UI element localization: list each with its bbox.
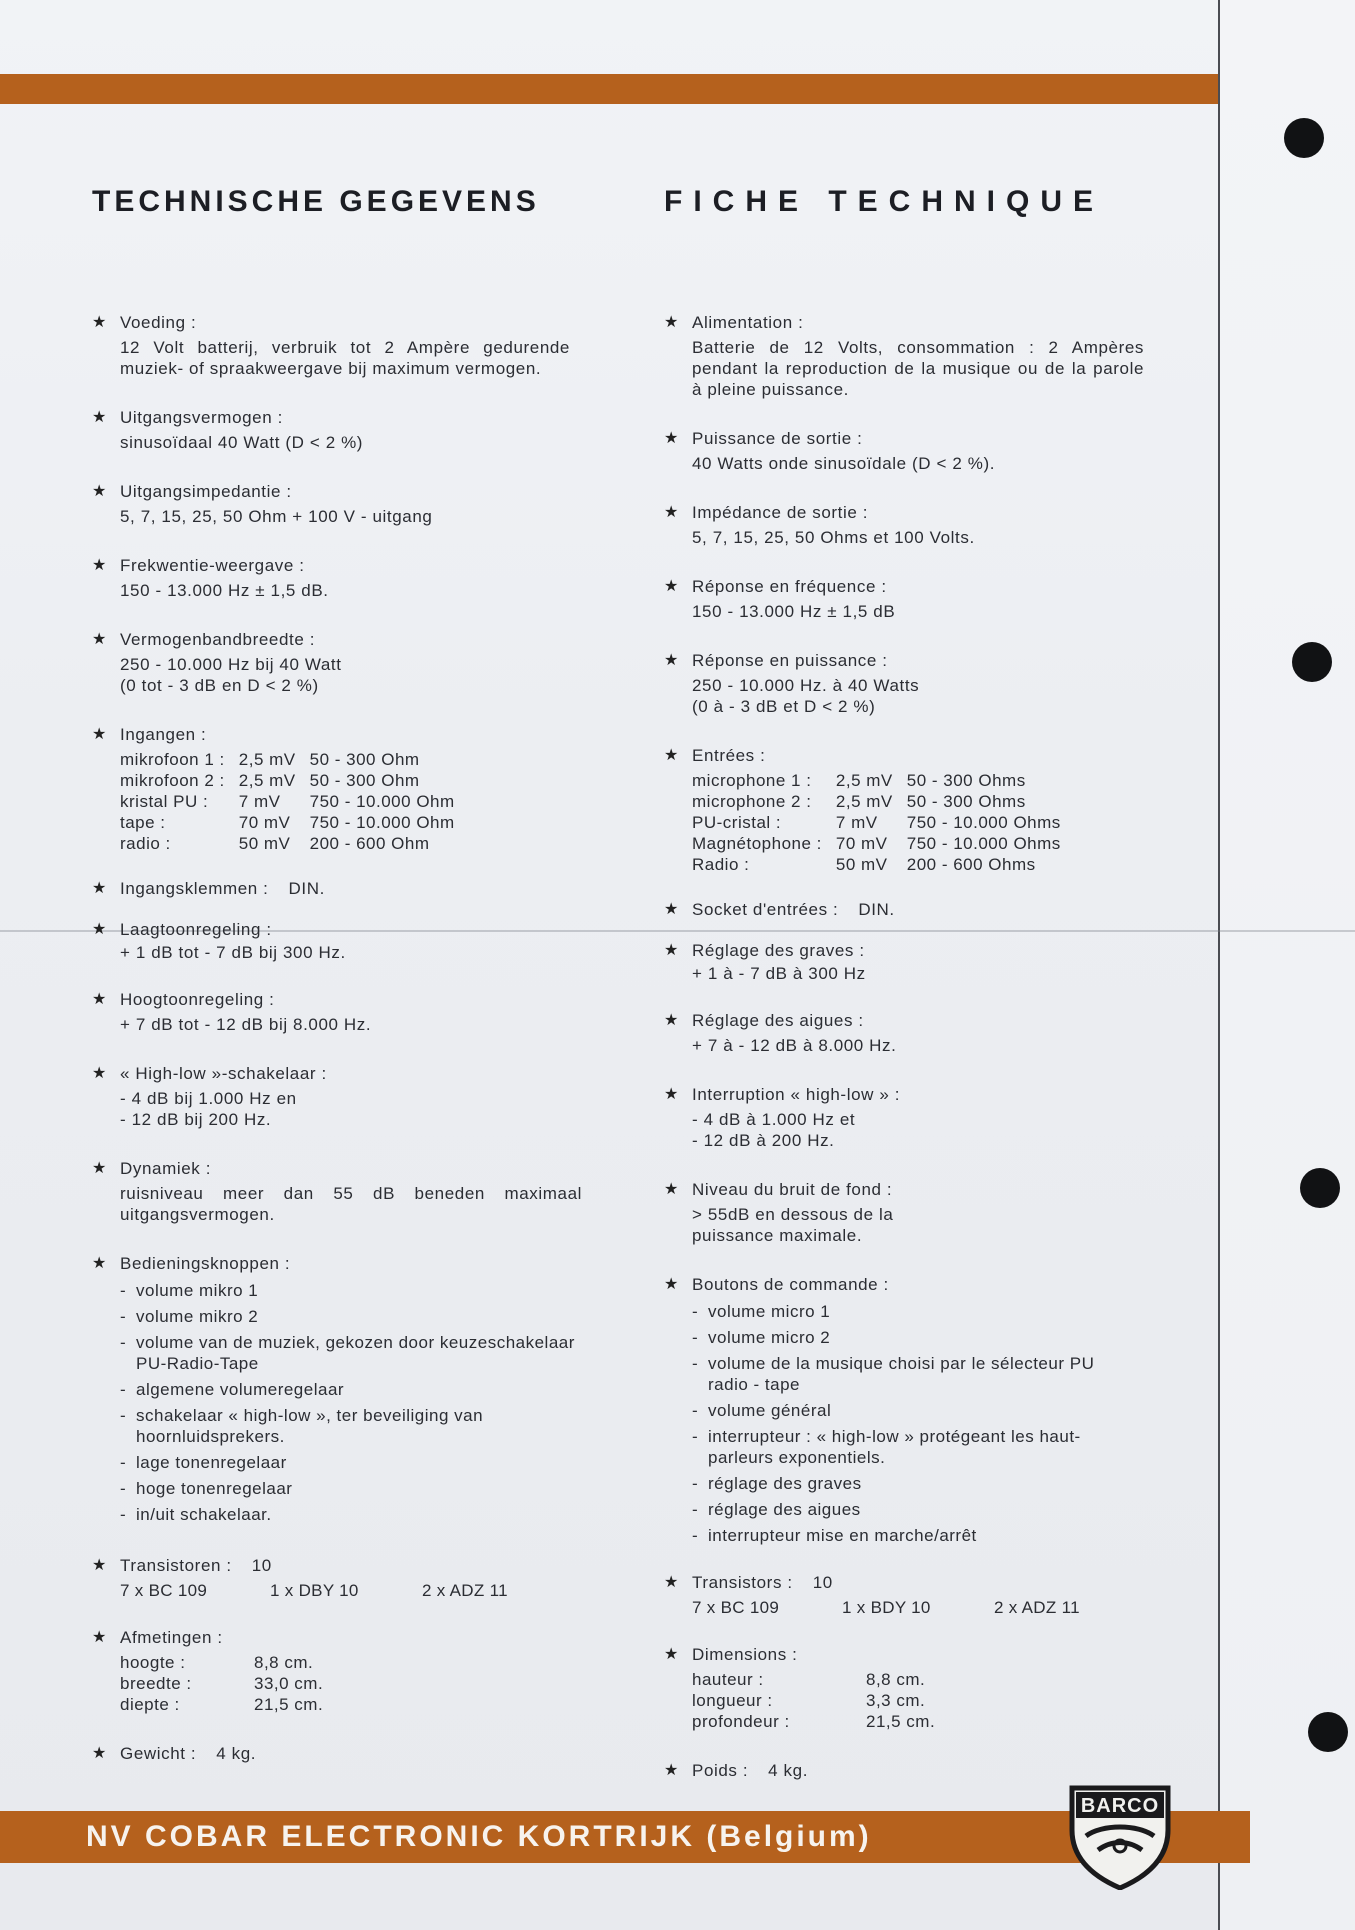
spec-text: > 55dB en dessous de la xyxy=(692,1205,894,1224)
star-icon: ★ xyxy=(664,1646,679,1663)
spec-text: + 1 à - 7 dB à 300 Hz xyxy=(692,964,866,983)
star-icon: ★ xyxy=(92,1557,107,1574)
table-row: microphone 2 : 2,5 mV 50 - 300 Ohms xyxy=(692,792,1026,811)
spec-text: sinusoïdaal 40 Watt (D < 2 %) xyxy=(120,433,364,452)
spec-label: Gewicht : xyxy=(120,1744,197,1763)
spec-label: Uitgangsimpedantie : xyxy=(120,482,292,501)
spec-alimentation xyxy=(664,312,1158,400)
spec-uitgangsvermogen xyxy=(92,407,592,453)
star-icon: ★ xyxy=(92,726,107,743)
list-item: - volume micro 1 xyxy=(692,1301,1112,1322)
table-row: microphone 1 : 2,5 mV 50 - 300 Ohms xyxy=(692,771,1026,790)
star-icon: ★ xyxy=(664,578,679,595)
spec-poids xyxy=(664,1760,1158,1781)
table-row: Magnétophone : 70 mV 750 - 10.000 Ohms xyxy=(692,834,1061,853)
list-item: - réglage des aigues xyxy=(692,1499,1112,1520)
french-column xyxy=(664,312,1158,1805)
spec-label: Laagtoonregeling : xyxy=(120,920,272,939)
star-icon: ★ xyxy=(92,991,107,1008)
table-row: mikrofoon 1 : 2,5 mV 50 - 300 Ohm xyxy=(120,750,420,769)
star-icon: ★ xyxy=(664,1181,679,1198)
spec-value: 10 xyxy=(812,1573,833,1592)
spec-label: Frekwentie-weergave : xyxy=(120,556,305,575)
spec-hoogtoon xyxy=(92,989,592,1035)
spec-text: - 12 dB bij 200 Hz. xyxy=(120,1110,272,1129)
list-item: - volume général xyxy=(692,1400,1112,1421)
spec-text: ruisniveau meer dan 55 dB beneden maximaal uitgangsvermogen. xyxy=(120,1184,582,1224)
spec-text: - 4 dB bij 1.000 Hz en xyxy=(120,1089,297,1108)
spec-text: 150 - 13.000 Hz ± 1,5 dB. xyxy=(120,581,329,600)
list-item: - lage tonenregelaar xyxy=(120,1452,580,1473)
spec-label: « High-low »-schakelaar : xyxy=(120,1064,327,1083)
spec-label: Bedieningsknoppen : xyxy=(120,1254,291,1273)
spec-label: Boutons de commande : xyxy=(692,1275,889,1294)
header-band xyxy=(0,74,1218,104)
spec-label: Impédance de sortie : xyxy=(692,503,869,522)
punch-hole-icon xyxy=(1308,1712,1348,1752)
star-icon: ★ xyxy=(92,557,107,574)
spec-label: Hoogtoonregeling : xyxy=(120,990,275,1009)
transistor-list: 7 x BC 109 1 x DBY 10 2 x ADZ 11 xyxy=(120,1581,508,1600)
spec-ingangen xyxy=(92,724,592,854)
spec-text: 250 - 10.000 Hz bij 40 Watt xyxy=(120,655,342,674)
spec-text: 150 - 13.000 Hz ± 1,5 dB xyxy=(692,602,896,621)
heading-dutch: TECHNISCHE GEGEVENS xyxy=(92,185,540,218)
spec-text: 250 - 10.000 Hz. à 40 Watts xyxy=(692,676,920,695)
table-row: radio : 50 mV 200 - 600 Ohm xyxy=(120,834,430,853)
star-icon: ★ xyxy=(664,652,679,669)
spec-label: Afmetingen : xyxy=(120,1628,223,1647)
spec-label: Ingangen : xyxy=(120,725,207,744)
list-item: - volume micro 2 xyxy=(692,1327,1112,1348)
transistor-list: 7 x BC 109 1 x BDY 10 2 x ADZ 11 xyxy=(692,1598,1080,1617)
punch-hole-icon xyxy=(1300,1168,1340,1208)
controls-list xyxy=(120,1280,580,1525)
spec-boutons xyxy=(664,1274,1158,1546)
spec-transistoren xyxy=(92,1555,592,1601)
barco-logo-icon xyxy=(1068,1784,1172,1890)
spec-laagtoon xyxy=(92,919,592,963)
star-icon: ★ xyxy=(664,1574,679,1591)
spec-bruit xyxy=(664,1179,1158,1246)
star-icon: ★ xyxy=(664,1762,679,1779)
punch-hole-icon xyxy=(1284,118,1324,158)
spec-label: Poids : xyxy=(692,1761,749,1780)
spec-text: + 7 à - 12 dB à 8.000 Hz. xyxy=(692,1036,897,1055)
star-icon: ★ xyxy=(92,1160,107,1177)
spec-value: DIN. xyxy=(858,900,895,919)
spec-text: + 1 dB tot - 7 dB bij 300 Hz. xyxy=(120,943,346,962)
spec-text: puissance maximale. xyxy=(692,1226,863,1245)
table-row: tape : 70 mV 750 - 10.000 Ohm xyxy=(120,813,455,832)
logo-text: BARCO xyxy=(1080,1795,1160,1817)
spec-label: Vermogenbandbreedte : xyxy=(120,630,316,649)
list-item: - interrupteur : « high-low » protégeant les haut-parleurs exponentiels. xyxy=(692,1426,1112,1468)
spec-label: Dimensions : xyxy=(692,1645,798,1664)
dutch-column xyxy=(92,312,592,1788)
star-icon: ★ xyxy=(664,901,679,918)
inputs-table xyxy=(120,749,469,854)
table-row: profondeur : 21,5 cm. xyxy=(692,1712,936,1731)
spec-frequence xyxy=(664,576,1158,622)
spec-entrees xyxy=(664,745,1158,875)
star-icon: ★ xyxy=(664,747,679,764)
spec-text: 40 Watts onde sinusoïdale (D < 2 %). xyxy=(692,454,996,473)
table-row: kristal PU : 7 mV 750 - 10.000 Ohm xyxy=(120,792,455,811)
company-name: NV COBAR ELECTRONIC KORTRIJK (Belgium) xyxy=(86,1820,872,1853)
spec-text: Batterie de 12 Volts, consommation : 2 Ampères pendant la reproduction de la musique ou de la parole à pleine puissance. xyxy=(692,338,1144,399)
star-icon: ★ xyxy=(664,942,679,959)
star-icon: ★ xyxy=(664,1012,679,1029)
spec-puissance xyxy=(664,428,1158,474)
dimensions-table xyxy=(120,1652,337,1715)
spec-dynamiek xyxy=(92,1158,592,1225)
spec-label: Uitgangsvermogen : xyxy=(120,408,283,427)
star-icon: ★ xyxy=(92,880,107,897)
spec-label: Dynamiek : xyxy=(120,1159,212,1178)
spec-label: Interruption « high-low » : xyxy=(692,1085,901,1104)
star-icon: ★ xyxy=(92,1629,107,1646)
spec-dimensions xyxy=(664,1644,1158,1732)
spec-transistors xyxy=(664,1572,1158,1618)
table-row: longueur : 3,3 cm. xyxy=(692,1691,926,1710)
list-item: - volume de la musique choisi par le sélecteur PU radio - tape xyxy=(692,1353,1112,1395)
spec-bedieningsknoppen xyxy=(92,1253,592,1525)
spec-frekwentie xyxy=(92,555,592,601)
list-item: - réglage des graves xyxy=(692,1473,1112,1494)
table-row: hauteur : 8,8 cm. xyxy=(692,1670,926,1689)
star-icon: ★ xyxy=(92,921,107,938)
spec-label: Réglage des aigues : xyxy=(692,1011,864,1030)
spec-label: Puissance de sortie : xyxy=(692,429,863,448)
spec-afmetingen xyxy=(92,1627,592,1715)
star-icon: ★ xyxy=(664,314,679,331)
table-row: Radio : 50 mV 200 - 600 Ohms xyxy=(692,855,1036,874)
star-icon: ★ xyxy=(664,1086,679,1103)
spec-graves xyxy=(664,940,1158,984)
heading-french: FICHE TECHNIQUE xyxy=(664,185,1105,218)
spec-impedance xyxy=(664,502,1158,548)
table-row: PU-cristal : 7 mV 750 - 10.000 Ohms xyxy=(692,813,1061,832)
spec-value: 4 kg. xyxy=(216,1744,257,1763)
table-row: breedte : 33,0 cm. xyxy=(120,1674,324,1693)
spec-value: DIN. xyxy=(288,879,325,898)
spec-text: (0 à - 3 dB et D < 2 %) xyxy=(692,697,876,716)
spec-label: Transistors : xyxy=(692,1573,793,1592)
star-icon: ★ xyxy=(92,1745,107,1762)
list-item: - interrupteur mise en marche/arrêt xyxy=(692,1525,1112,1546)
star-icon: ★ xyxy=(92,483,107,500)
star-icon: ★ xyxy=(92,314,107,331)
spec-text: 5, 7, 15, 25, 50 Ohm + 100 V - uitgang xyxy=(120,507,433,526)
star-icon: ★ xyxy=(664,504,679,521)
spec-label: Niveau du bruit de fond : xyxy=(692,1180,893,1199)
spec-text: - 4 dB à 1.000 Hz et xyxy=(692,1110,856,1129)
spec-value: 10 xyxy=(251,1556,272,1575)
punch-hole-icon xyxy=(1292,642,1332,682)
table-row: mikrofoon 2 : 2,5 mV 50 - 300 Ohm xyxy=(120,771,420,790)
spec-label: Transistoren : xyxy=(120,1556,232,1575)
spec-socket xyxy=(664,899,1158,920)
spec-vermogenbandbreedte xyxy=(92,629,592,696)
star-icon: ★ xyxy=(92,1255,107,1272)
spec-interruption xyxy=(664,1084,1158,1151)
spec-label: Voeding : xyxy=(120,313,197,332)
list-item: - volume mikro 1 xyxy=(120,1280,580,1301)
star-icon: ★ xyxy=(664,430,679,447)
star-icon: ★ xyxy=(92,409,107,426)
spec-reponse-puissance xyxy=(664,650,1158,717)
spec-voeding xyxy=(92,312,592,379)
spec-text: + 7 dB tot - 12 dB bij 8.000 Hz. xyxy=(120,1015,372,1034)
list-item: - schakelaar « high-low », ter beveiliging van hoornluidsprekers. xyxy=(120,1405,536,1447)
spec-uitgangsimpedantie xyxy=(92,481,592,527)
star-icon: ★ xyxy=(664,1276,679,1293)
spec-value: 4 kg. xyxy=(768,1761,809,1780)
spec-highlow xyxy=(92,1063,592,1130)
list-item: - volume van de muziek, gekozen door keuzeschakelaar PU-Radio-Tape xyxy=(120,1332,580,1374)
spec-text: - 12 dB à 200 Hz. xyxy=(692,1131,835,1150)
table-row: diepte : 21,5 cm. xyxy=(120,1695,324,1714)
list-item: - hoge tonenregelaar xyxy=(120,1478,580,1499)
dimensions-table xyxy=(692,1669,949,1732)
spec-label: Réponse en fréquence : xyxy=(692,577,887,596)
spec-label: Alimentation : xyxy=(692,313,804,332)
list-item: - volume mikro 2 xyxy=(120,1306,580,1327)
star-icon: ★ xyxy=(92,631,107,648)
controls-list xyxy=(692,1301,1112,1546)
spec-aigues xyxy=(664,1010,1158,1056)
spec-text: (0 tot - 3 dB en D < 2 %) xyxy=(120,676,319,695)
spec-gewicht xyxy=(92,1743,592,1764)
spec-label: Réglage des graves : xyxy=(692,941,865,960)
spec-label: Entrées : xyxy=(692,746,766,765)
spec-text: 12 Volt batterij, verbruik tot 2 Ampère gedurende muziek- of spraakweergave bij maximum vermogen. xyxy=(120,338,570,378)
star-icon: ★ xyxy=(92,1065,107,1082)
document-margin xyxy=(1220,0,1355,1930)
spec-label: Réponse en puissance : xyxy=(692,651,888,670)
spec-ingangsklemmen xyxy=(92,878,592,899)
inputs-table xyxy=(692,770,1075,875)
list-item: - in/uit schakelaar. xyxy=(120,1504,580,1525)
spec-label: Ingangsklemmen : xyxy=(120,879,269,898)
table-row: hoogte : 8,8 cm. xyxy=(120,1653,314,1672)
spec-label: Socket d'entrées : xyxy=(692,900,839,919)
spec-text: 5, 7, 15, 25, 50 Ohms et 100 Volts. xyxy=(692,528,975,547)
list-item: - algemene volumeregelaar xyxy=(120,1379,580,1400)
